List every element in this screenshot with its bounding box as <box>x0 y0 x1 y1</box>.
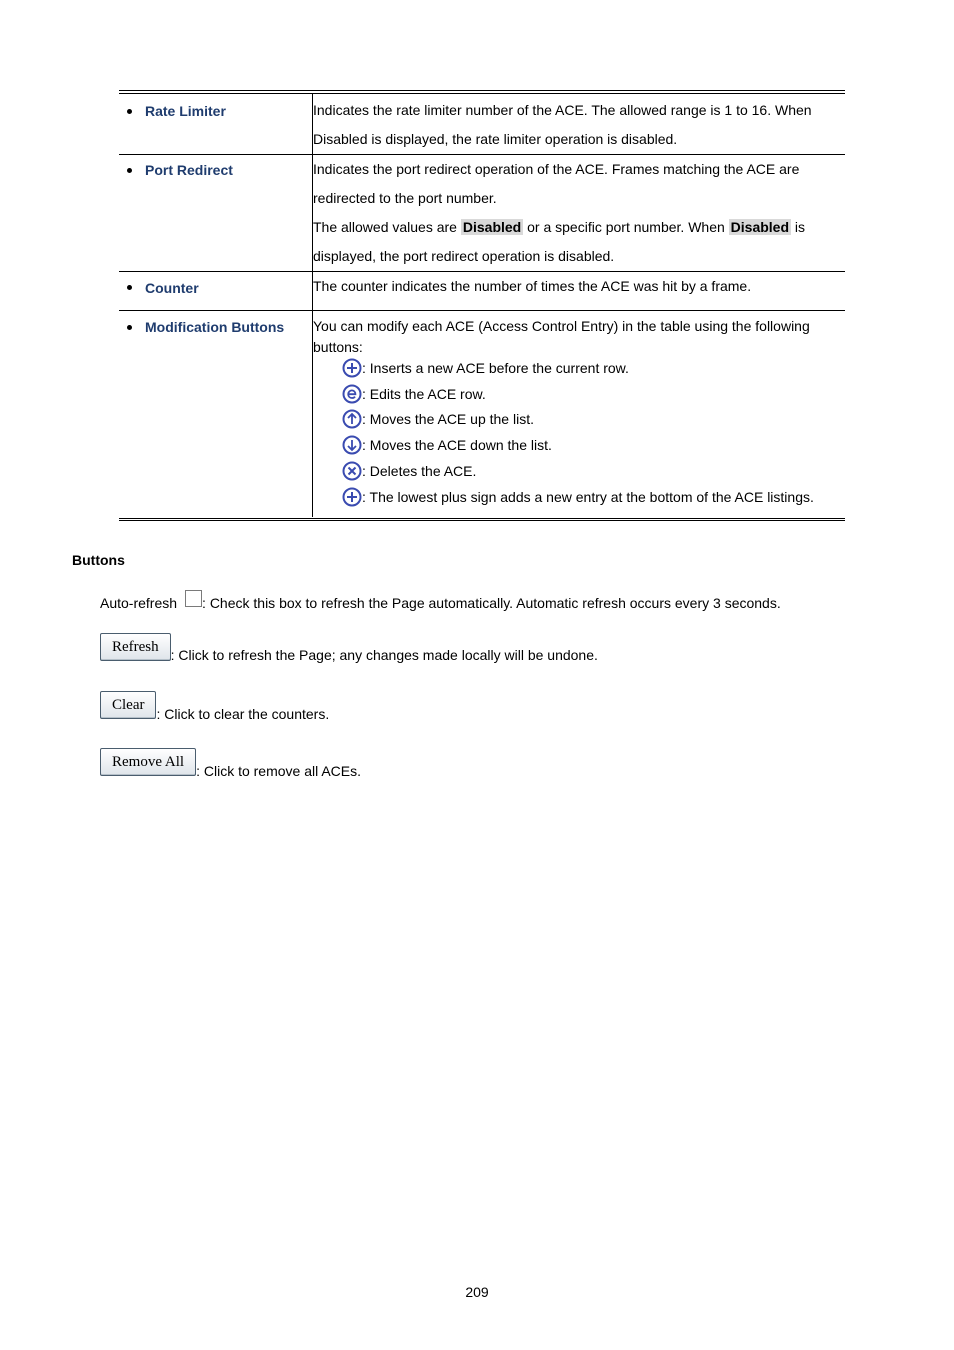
delete-circle-icon <box>342 461 362 481</box>
arrow-up-circle-icon <box>342 409 362 429</box>
bullet-icon <box>127 168 132 173</box>
description-table <box>119 94 845 517</box>
bullet-icon <box>127 109 132 114</box>
icon-desc-insert: : Inserts a new ACE before the current row. <box>313 355 845 381</box>
icon-desc-up: : Moves the ACE up the list. <box>313 407 845 433</box>
table-row <box>119 155 845 272</box>
param-rate-limiter: Rate Limiter <box>119 94 312 128</box>
table-row <box>119 94 845 155</box>
highlight-disabled: Disabled <box>462 219 522 235</box>
highlight-disabled: Disabled <box>730 219 790 235</box>
icon-desc-edit: : Edits the ACE row. <box>313 381 845 407</box>
clear-button[interactable]: Clear <box>100 691 156 719</box>
bullet-icon <box>127 325 132 330</box>
arrow-down-circle-icon <box>342 435 362 455</box>
bullet-icon <box>127 285 132 290</box>
page-number: 209 <box>465 1284 489 1300</box>
desc-rate-limiter: Indicates the rate limiter number of the ACE. The allowed range is 1 to 16. When Disabled is displayed, the rate limiter operation is disabled. <box>313 94 846 155</box>
desc-port-redirect: Indicates the port redirect operation of the ACE. Frames matching the ACE are redirected to the port number. The allowed values are Disabled or a specific port number. When Disabled is displayed, the port redirect operation is disabled. <box>313 155 846 272</box>
desc-modification-buttons: You can modify each ACE (Access Control Entry) in the table using the following buttons: : Inserts a new ACE before the current row. : Edits the ACE row. : Moves the ACE up the list. : Moves the ACE down the list. : Deletes the ACE. : The lowest plus sign adds a new entry at the bottom of the ACE listings. <box>313 311 846 517</box>
auto-refresh-checkbox[interactable] <box>185 590 202 607</box>
icon-desc-down: : Moves the ACE down the list. <box>313 432 845 458</box>
parameter-table <box>119 90 845 521</box>
desc-counter: The counter indicates the number of times the ACE was hit by a frame. <box>313 272 846 311</box>
plus-circle-icon <box>342 487 362 507</box>
edit-circle-icon <box>342 384 362 404</box>
refresh-line: Refresh : Click to refresh the Page; any changes made locally will be undone. <box>100 633 598 661</box>
auto-refresh-line: Auto-refresh : Check this box to refresh the Page automatically. Automatic refresh occurs every 3 seconds. <box>100 594 781 611</box>
plus-circle-icon <box>342 358 362 378</box>
table-row <box>119 311 845 517</box>
table-bottom-rule <box>119 518 845 521</box>
clear-line: Clear : Click to clear the counters. <box>100 691 329 719</box>
refresh-button[interactable]: Refresh <box>100 633 171 661</box>
section-heading-buttons: Buttons <box>72 552 125 568</box>
remove-all-line: Remove All : Click to remove all ACEs. <box>100 748 361 776</box>
table-row <box>119 272 845 311</box>
remove-all-button[interactable]: Remove All <box>100 748 196 776</box>
param-counter: Counter <box>119 272 312 303</box>
param-port-redirect: Port Redirect <box>119 155 312 185</box>
icon-desc-add-bottom: : The lowest plus sign adds a new entry at the bottom of the ACE listings. <box>313 484 845 510</box>
icon-desc-delete: : Deletes the ACE. <box>313 458 845 484</box>
param-modification-buttons: Modification Buttons <box>119 311 312 343</box>
